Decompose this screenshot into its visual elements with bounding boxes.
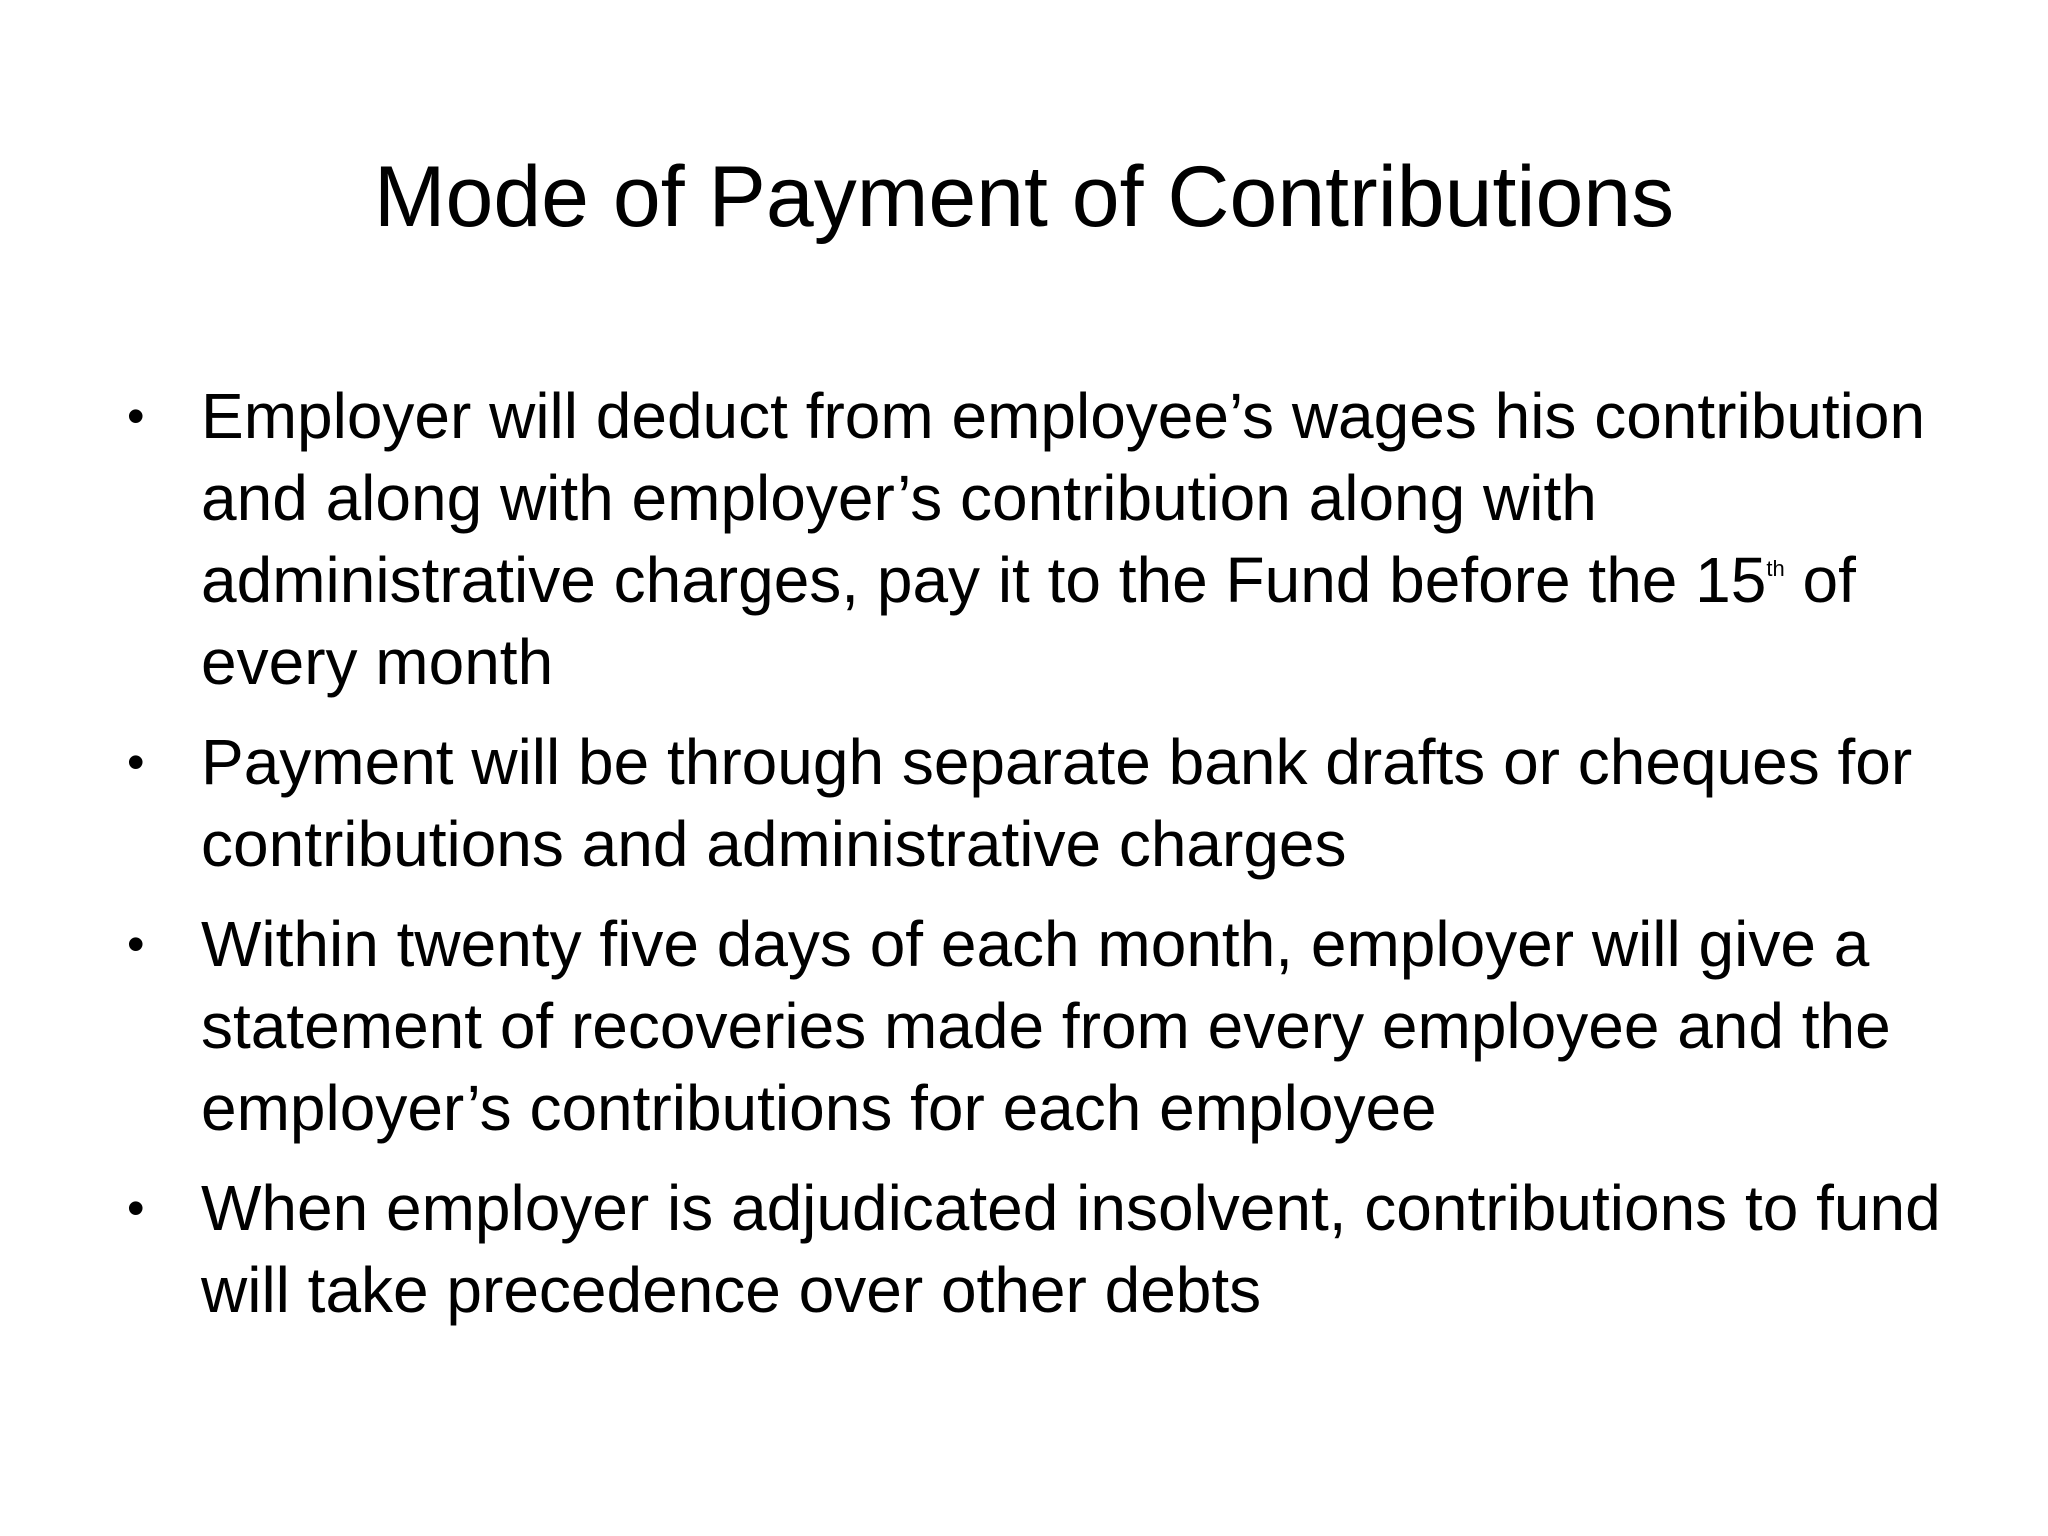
bullet-item: [127, 721, 1957, 885]
bullet-item: [127, 903, 1957, 1149]
bullet-text: Payment will be through separate bank drafts or cheques for contributions and administrative charges: [201, 726, 1913, 880]
bullet-icon: •: [127, 1180, 145, 1236]
bullet-item: [127, 1167, 1957, 1331]
bullet-text: [201, 375, 1957, 703]
bullet-icon: •: [127, 916, 145, 972]
bullet-icon: •: [127, 388, 145, 444]
bullet-list: [127, 375, 1957, 1349]
slide-title: Mode of Payment of Contributions: [373, 149, 1675, 245]
bullet-text-main: Employer will deduct from employee’s wages his contribution and along with employer’s contribution along with administrative charges, pay it to the Fund before the 15: [201, 380, 1926, 616]
bullet-text-tail: of every month: [201, 544, 1856, 698]
bullet-icon: •: [127, 734, 145, 790]
bullet-text: When employer is adjudicated insolvent, contributions to fund will take precedence over other debts: [201, 1172, 1941, 1326]
bullet-item: [127, 375, 1957, 703]
bullet-text: Within twenty five days of each month, employer will give a statement of recoveries made from every employee and the employer’s contributions for each employee: [201, 908, 1891, 1144]
ordinal-superscript: th: [1766, 556, 1785, 581]
